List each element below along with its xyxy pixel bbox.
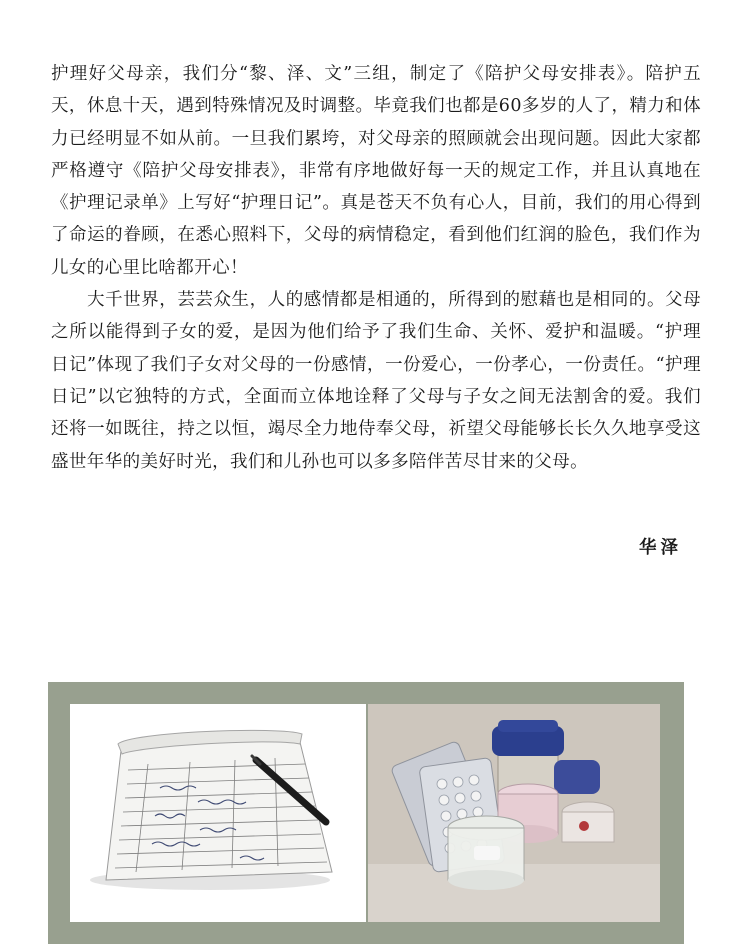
- paragraph-2: 大千世界，芸芸众生，人的感情都是相通的，所得到的慰藉也是相同的。父母之所以能得到子女的爱，是因为他们给予了我们生命、关怀、爱护和温暖。“护理日记”体现了我们子女对父母的一份感情，一份爱心，一份孝心，一份责任。“护理日记”以它独特的方式，全面而立体地诠释了父母与子女之间无法割舍的爱。我们还将一如既往，持之以恒，竭尽全力地侍奉父母，祈望父母能够长长久久地享受这盛世年华的美好时光，我们和儿孙也可以多多陪伴苦尽甘来的父母。: [51, 290, 701, 472]
- nursing-record-photo: [70, 704, 366, 922]
- article-body: [51, 58, 701, 478]
- paragraph-1: 护理好父母亲，我们分“黎、泽、文”三组，制定了《陪护父母安排表》。陪护五天，休息十天，遇到特殊情况及时调整。毕竟我们也都是60多岁的人了，精力和体力已经明显不如从前。一旦我们累垮，对父母亲的照顾就会出现问题。因此大家都严格遵守《陪护父母安排表》，非常有序地做好每一天的规定工作，并且认真地在《护理记录单》上写好“护理日记”。真是苍天不负有心人，目前，我们的用心得到了命运的眷顾，在悉心照料下，父母的病情稳定，看到他们红润的脸色，我们作为儿女的心里比啥都开心！: [51, 64, 701, 278]
- medicine-photo: [368, 704, 660, 922]
- photo-frame: [48, 682, 684, 944]
- author-signature: 华泽: [639, 538, 682, 558]
